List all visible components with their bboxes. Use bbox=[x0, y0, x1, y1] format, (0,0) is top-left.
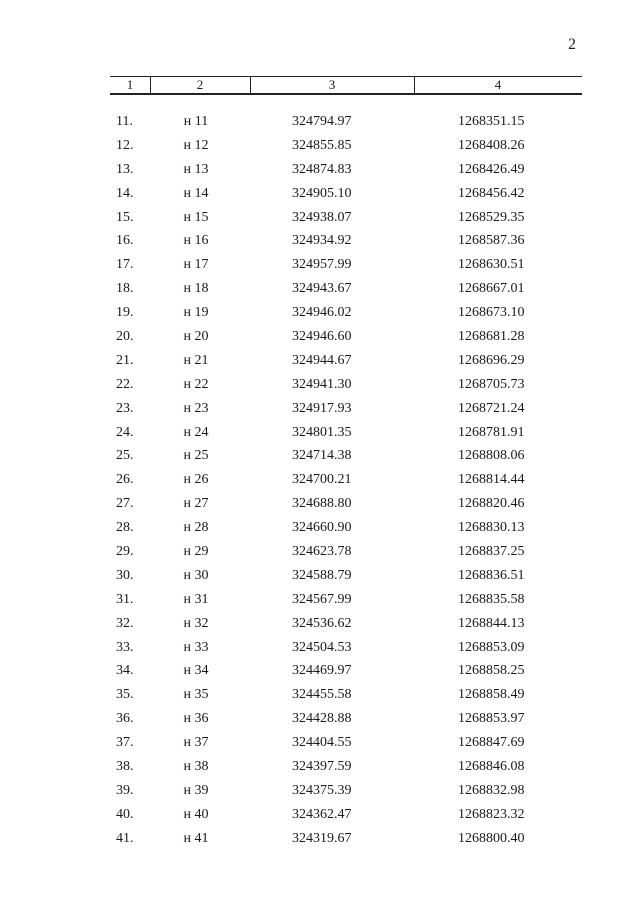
row-number: 14. bbox=[116, 185, 134, 201]
row-number: 30. bbox=[116, 567, 134, 583]
y-coordinate: 1268351.15 bbox=[458, 114, 525, 129]
table-body bbox=[0, 112, 640, 853]
row-number: 24. bbox=[116, 424, 134, 440]
y-coordinate: 1268721.24 bbox=[458, 400, 525, 416]
row-number: 40. bbox=[116, 806, 134, 822]
point-label: н 12 bbox=[183, 137, 209, 153]
row-number: 13. bbox=[116, 161, 134, 177]
row-number: 17. bbox=[116, 257, 134, 273]
row-number: 35. bbox=[116, 687, 134, 703]
point-label: н 24 bbox=[183, 424, 209, 440]
point-label: н 41 bbox=[183, 830, 209, 846]
row-number: 22. bbox=[116, 376, 134, 392]
header-col-4: 4 bbox=[494, 77, 502, 92]
y-coordinate: 1268705.73 bbox=[458, 376, 525, 392]
table-row bbox=[0, 566, 640, 590]
page-number: 2 bbox=[568, 36, 576, 53]
table-row bbox=[0, 279, 640, 303]
point-label: н 19 bbox=[183, 305, 209, 321]
y-coordinate: 1268800.40 bbox=[458, 830, 525, 846]
point-label: н 15 bbox=[183, 209, 209, 225]
y-coordinate: 1268529.35 bbox=[458, 209, 525, 225]
header-col-2: 2 bbox=[196, 77, 204, 92]
x-coordinate: 324874.83 bbox=[292, 161, 352, 177]
y-coordinate: 1268836.51 bbox=[458, 567, 525, 583]
row-number: 31. bbox=[116, 591, 134, 607]
x-coordinate: 324941.30 bbox=[292, 376, 352, 392]
row-number: 16. bbox=[116, 233, 134, 249]
row-number: 41. bbox=[116, 830, 134, 846]
x-coordinate: 324801.35 bbox=[292, 424, 352, 440]
table-row bbox=[0, 709, 640, 733]
point-label: н 17 bbox=[183, 257, 209, 273]
row-number: 26. bbox=[116, 472, 134, 488]
x-coordinate: 324397.59 bbox=[292, 759, 352, 775]
point-label: н 25 bbox=[183, 448, 209, 464]
table-row bbox=[0, 231, 640, 255]
table-row bbox=[0, 136, 640, 160]
x-coordinate: 324794.97 bbox=[292, 114, 352, 129]
x-coordinate: 324455.58 bbox=[292, 687, 352, 703]
y-coordinate: 1268630.51 bbox=[458, 257, 525, 273]
table-row bbox=[0, 829, 640, 853]
y-coordinate: 1268846.08 bbox=[458, 759, 525, 775]
y-coordinate: 1268830.13 bbox=[458, 520, 525, 536]
point-label: н 27 bbox=[183, 496, 209, 512]
point-label: н 35 bbox=[183, 687, 209, 703]
x-coordinate: 324319.67 bbox=[292, 830, 352, 846]
point-label: н 32 bbox=[183, 615, 209, 631]
row-number: 34. bbox=[116, 663, 134, 679]
y-coordinate: 1268408.26 bbox=[458, 137, 525, 153]
point-label: н 21 bbox=[183, 352, 209, 368]
y-coordinate: 1268426.49 bbox=[458, 161, 525, 177]
row-number: 25. bbox=[116, 448, 134, 464]
x-coordinate: 324855.85 bbox=[292, 137, 352, 153]
x-coordinate: 324623.78 bbox=[292, 544, 352, 560]
row-number: 28. bbox=[116, 520, 134, 536]
table-header bbox=[110, 76, 582, 95]
table-row bbox=[0, 399, 640, 423]
y-coordinate: 1268853.09 bbox=[458, 639, 525, 655]
table-row bbox=[0, 184, 640, 208]
x-coordinate: 324917.93 bbox=[292, 400, 352, 416]
y-coordinate: 1268681.28 bbox=[458, 329, 525, 345]
x-coordinate: 324934.92 bbox=[292, 233, 352, 249]
table-row bbox=[0, 255, 640, 279]
y-coordinate: 1268667.01 bbox=[458, 281, 525, 297]
y-coordinate: 1268696.29 bbox=[458, 352, 525, 368]
table-row bbox=[0, 327, 640, 351]
y-coordinate: 1268808.06 bbox=[458, 448, 525, 464]
x-coordinate: 324469.97 bbox=[292, 663, 352, 679]
row-number: 20. bbox=[116, 329, 134, 345]
x-coordinate: 324362.47 bbox=[292, 806, 352, 822]
x-coordinate: 324946.02 bbox=[292, 305, 352, 321]
point-label: н 22 bbox=[183, 376, 209, 392]
y-coordinate: 1268456.42 bbox=[458, 185, 525, 201]
x-coordinate: 324700.21 bbox=[292, 472, 352, 488]
point-label: н 13 bbox=[183, 161, 209, 177]
y-coordinate: 1268858.25 bbox=[458, 663, 525, 679]
point-label: н 14 bbox=[183, 185, 209, 201]
header-col-1: 1 bbox=[126, 77, 134, 92]
y-coordinate: 1268814.44 bbox=[458, 472, 525, 488]
row-number: 27. bbox=[116, 496, 134, 512]
table-row bbox=[0, 375, 640, 399]
table-row bbox=[0, 208, 640, 232]
y-coordinate: 1268835.58 bbox=[458, 591, 525, 607]
table-row bbox=[0, 470, 640, 494]
y-coordinate: 1268832.98 bbox=[458, 782, 525, 798]
x-coordinate: 324946.60 bbox=[292, 329, 352, 345]
point-label: н 37 bbox=[183, 735, 209, 751]
row-number: 36. bbox=[116, 711, 134, 727]
point-label: н 18 bbox=[183, 281, 209, 297]
x-coordinate: 324714.38 bbox=[292, 448, 352, 464]
row-number: 38. bbox=[116, 759, 134, 775]
y-coordinate: 1268853.97 bbox=[458, 711, 525, 727]
y-coordinate: 1268673.10 bbox=[458, 305, 525, 321]
row-number: 32. bbox=[116, 615, 134, 631]
point-label: н 30 bbox=[183, 567, 209, 583]
point-label: н 36 bbox=[183, 711, 209, 727]
y-coordinate: 1268858.49 bbox=[458, 687, 525, 703]
table-row bbox=[0, 757, 640, 781]
header-col-3: 3 bbox=[328, 77, 336, 92]
point-label: н 23 bbox=[183, 400, 209, 416]
point-label: н 20 bbox=[183, 329, 209, 345]
row-number: 23. bbox=[116, 400, 134, 416]
point-label: н 31 bbox=[183, 591, 209, 607]
table-row bbox=[0, 160, 640, 184]
point-label: н 28 bbox=[183, 520, 209, 536]
row-number: 21. bbox=[116, 352, 134, 368]
x-coordinate: 324943.67 bbox=[292, 281, 352, 297]
x-coordinate: 324404.55 bbox=[292, 735, 352, 751]
table-row bbox=[0, 590, 640, 614]
table-row bbox=[0, 303, 640, 327]
point-label: н 29 bbox=[183, 544, 209, 560]
y-coordinate: 1268781.91 bbox=[458, 424, 525, 440]
row-number: 18. bbox=[116, 281, 134, 297]
y-coordinate: 1268820.46 bbox=[458, 496, 525, 512]
row-number: 19. bbox=[116, 305, 134, 321]
row-number: 15. bbox=[116, 209, 134, 225]
x-coordinate: 324428.88 bbox=[292, 711, 352, 727]
row-number: 29. bbox=[116, 544, 134, 560]
x-coordinate: 324688.80 bbox=[292, 496, 352, 512]
x-coordinate: 324567.99 bbox=[292, 591, 352, 607]
x-coordinate: 324957.99 bbox=[292, 257, 352, 273]
table-row bbox=[0, 781, 640, 805]
table-row bbox=[0, 638, 640, 662]
point-label: н 16 bbox=[183, 233, 209, 249]
point-label: н 39 bbox=[183, 782, 209, 798]
table-row bbox=[0, 685, 640, 709]
point-label: н 38 bbox=[183, 759, 209, 775]
y-coordinate: 1268587.36 bbox=[458, 233, 525, 249]
table-row bbox=[0, 112, 640, 136]
x-coordinate: 324938.07 bbox=[292, 209, 352, 225]
table-row bbox=[0, 661, 640, 685]
y-coordinate: 1268837.25 bbox=[458, 544, 525, 560]
table-row bbox=[0, 518, 640, 542]
row-number: 39. bbox=[116, 782, 134, 798]
table-row bbox=[0, 733, 640, 757]
row-number: 12. bbox=[116, 137, 134, 153]
x-coordinate: 324660.90 bbox=[292, 520, 352, 536]
x-coordinate: 324588.79 bbox=[292, 567, 352, 583]
point-label: н 34 bbox=[183, 663, 209, 679]
x-coordinate: 324375.39 bbox=[292, 782, 352, 798]
point-label: н 26 bbox=[183, 472, 209, 488]
x-coordinate: 324536.62 bbox=[292, 615, 352, 631]
table-row bbox=[0, 542, 640, 566]
table-row bbox=[0, 446, 640, 470]
point-label: н 11 bbox=[183, 114, 209, 129]
y-coordinate: 1268844.13 bbox=[458, 615, 525, 631]
y-coordinate: 1268847.69 bbox=[458, 735, 525, 751]
row-number: 37. bbox=[116, 735, 134, 751]
y-coordinate: 1268823.32 bbox=[458, 806, 525, 822]
point-label: н 33 bbox=[183, 639, 209, 655]
row-number: 11. bbox=[116, 114, 133, 129]
x-coordinate: 324905.10 bbox=[292, 185, 352, 201]
table-row bbox=[0, 805, 640, 829]
table-row bbox=[0, 423, 640, 447]
table-row bbox=[0, 494, 640, 518]
table-row bbox=[0, 351, 640, 375]
table-row bbox=[0, 614, 640, 638]
x-coordinate: 324944.67 bbox=[292, 352, 352, 368]
x-coordinate: 324504.53 bbox=[292, 639, 352, 655]
point-label: н 40 bbox=[183, 806, 209, 822]
row-number: 33. bbox=[116, 639, 134, 655]
